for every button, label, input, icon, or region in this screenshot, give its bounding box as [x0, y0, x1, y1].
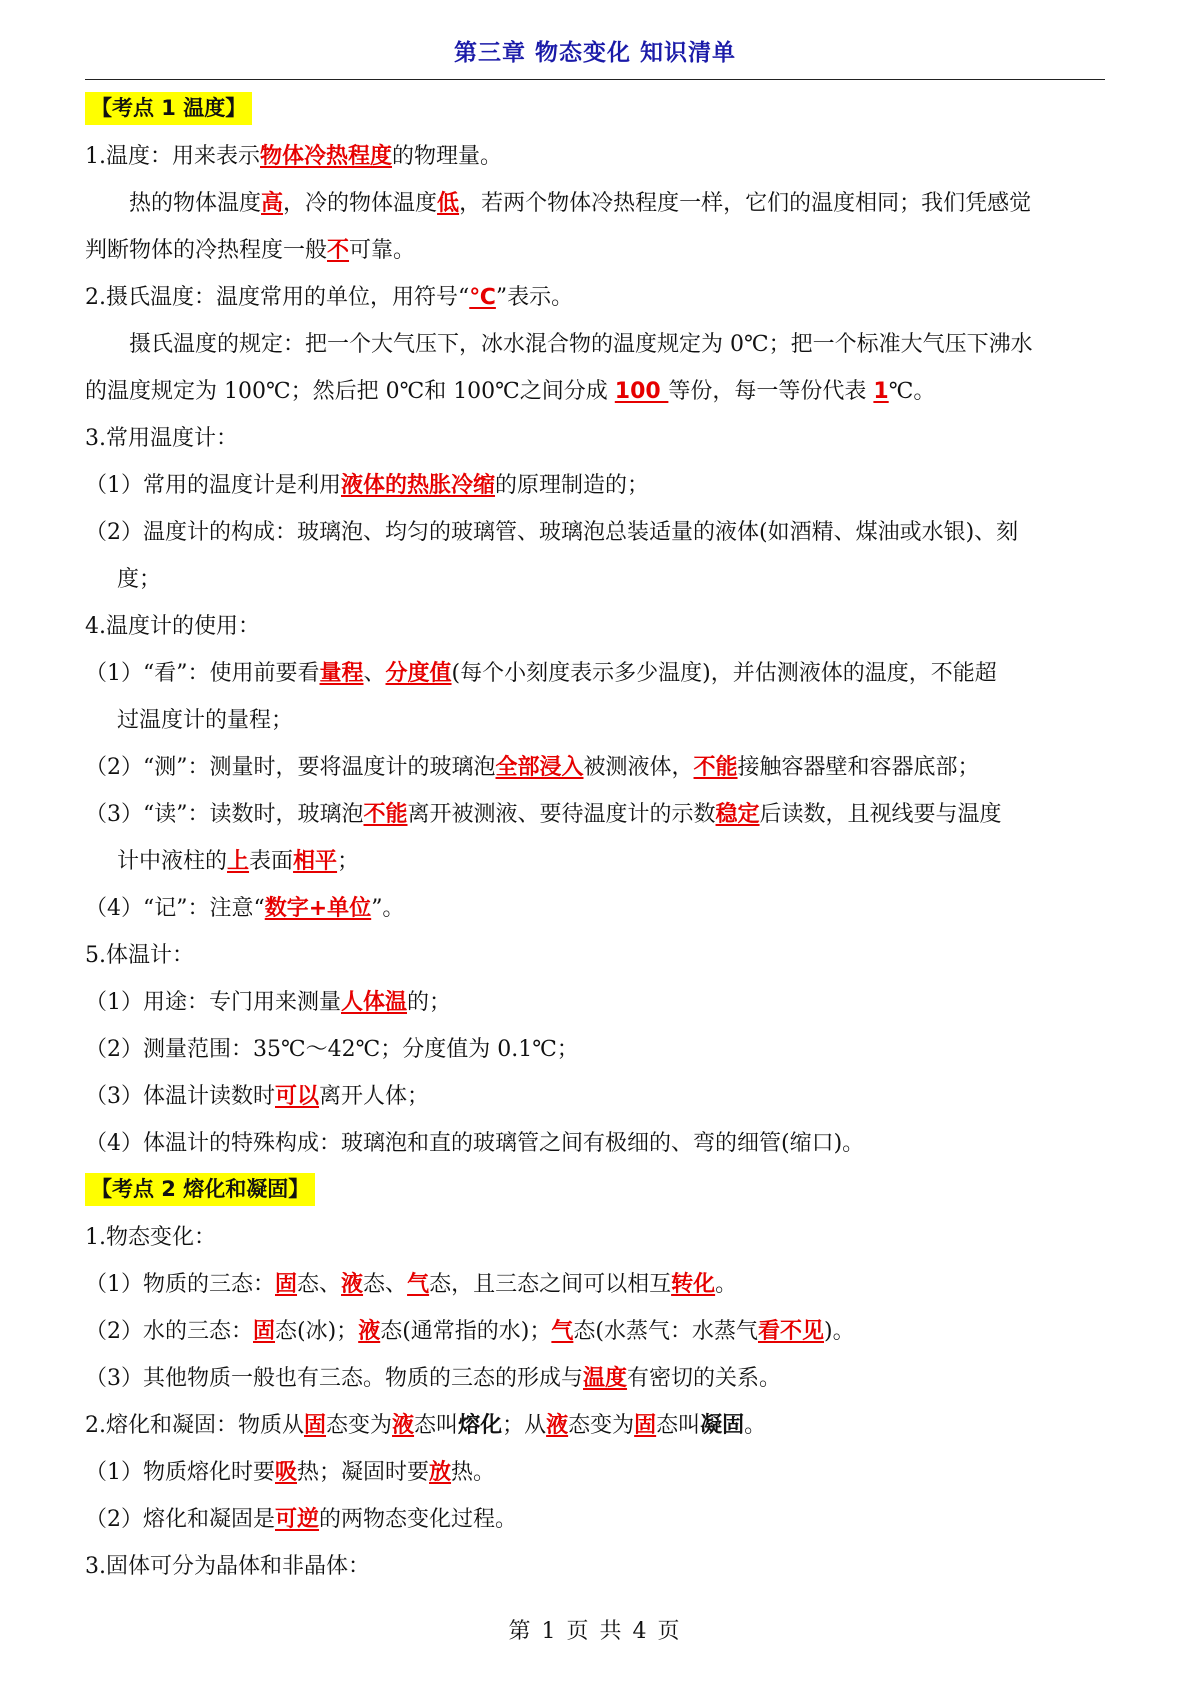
text-line — [85, 1496, 1107, 1543]
text-line — [85, 697, 1107, 744]
text-run: 等份，每一等份代表 — [668, 379, 874, 404]
page-title: 第三章 物态变化 知识清单 — [453, 40, 736, 66]
text-run: 计中液柱的 — [117, 849, 228, 874]
section-heading-row — [85, 86, 1107, 133]
text-run: 2.熔化和凝固：物质从 — [85, 1413, 304, 1438]
text-run: （1）物质的三态： — [85, 1272, 275, 1297]
text-line — [85, 462, 1107, 509]
text-line — [85, 1449, 1107, 1496]
text-line — [85, 979, 1107, 1026]
answer-keyword: 固 — [275, 1272, 298, 1297]
answer-keyword: 气 — [407, 1272, 430, 1297]
text-run: 的物理量。 — [392, 144, 503, 169]
text-run: 离开被测液、要待温度计的示数 — [407, 802, 716, 827]
text-line — [85, 1120, 1107, 1167]
bold-term: 熔化 — [458, 1413, 503, 1438]
answer-keyword: 液 — [392, 1413, 415, 1438]
text-run: 态变为 — [326, 1413, 393, 1438]
text-run: （2）水的三态： — [85, 1319, 253, 1344]
text-run: 态叫 — [414, 1413, 459, 1438]
text-run: 5.体温计： — [85, 943, 194, 968]
text-run: （1）常用的温度计是利用 — [85, 473, 341, 498]
text-line — [85, 1308, 1107, 1355]
text-run: 可靠。 — [349, 238, 416, 263]
page-number: 第 1 页 共 4 页 — [508, 1619, 682, 1644]
text-run: 热的物体温度 — [129, 191, 262, 216]
text-run: 2.摄氏温度：温度常用的单位，用符号“ — [85, 285, 470, 310]
text-run: (每个小刻度表示多少温度)，并估测液体的温度，不能超 — [451, 661, 997, 686]
text-run: 态变为 — [568, 1413, 635, 1438]
answer-keyword: 上 — [227, 849, 250, 874]
text-run: （3）“读”：读数时，玻璃泡 — [85, 802, 364, 827]
text-line — [85, 603, 1107, 650]
text-run: 态、 — [363, 1272, 408, 1297]
answer-keyword: 全部浸入 — [495, 755, 584, 780]
text-run: 。 — [744, 1413, 767, 1438]
text-line — [85, 556, 1107, 603]
text-line — [85, 321, 1107, 368]
text-run: )。 — [824, 1319, 855, 1344]
text-run: 4.温度计的使用： — [85, 614, 260, 639]
text-run: 过温度计的量程； — [117, 708, 294, 733]
section-heading: 【考点 1 温度】 — [85, 92, 252, 125]
answer-keyword: 固 — [304, 1413, 327, 1438]
answer-keyword: 液 — [546, 1413, 569, 1438]
text-run: ，若两个物体冷热程度一样，它们的温度相同；我们凭感觉 — [459, 191, 1032, 216]
answer-keyword: 低 — [437, 191, 460, 216]
text-run: ”表示。 — [495, 285, 574, 310]
text-line — [85, 885, 1107, 932]
answer-keyword: 液 — [358, 1319, 381, 1344]
text-run: 度； — [117, 567, 162, 592]
answer-keyword: 100 — [614, 379, 669, 404]
answer-keyword: 液体的热胀冷缩 — [341, 473, 496, 498]
section-heading-row — [85, 1167, 1107, 1214]
text-line — [85, 509, 1107, 556]
answer-keyword: 固 — [634, 1413, 657, 1438]
text-run: （1）“看”：使用前要看 — [85, 661, 320, 686]
text-run: 态叫 — [656, 1413, 701, 1438]
text-line — [85, 227, 1107, 274]
text-run: 态，且三态之间可以相互 — [429, 1272, 672, 1297]
text-line — [85, 368, 1107, 415]
answer-keyword: ℃ — [469, 285, 496, 310]
document-body — [85, 86, 1107, 1590]
text-line — [85, 1543, 1107, 1590]
bold-term: 凝固 — [700, 1413, 745, 1438]
text-run: 摄氏温度的规定：把一个大气压下，冰水混合物的温度规定为 0℃；把一个标准大气压下沸水 — [129, 332, 1033, 357]
text-run: 态(冰)； — [275, 1319, 359, 1344]
text-run: 的两物态变化过程。 — [319, 1507, 518, 1532]
text-run: 态、 — [297, 1272, 342, 1297]
text-line — [85, 1214, 1107, 1261]
text-line — [85, 180, 1107, 227]
text-run: 。 — [715, 1272, 738, 1297]
text-run: 有密切的关系。 — [627, 1366, 782, 1391]
text-line — [85, 415, 1107, 462]
text-line — [85, 791, 1107, 838]
text-run: （3）体温计读数时 — [85, 1084, 275, 1109]
answer-keyword: 固 — [253, 1319, 276, 1344]
text-run: （4）体温计的特殊构成：玻璃泡和直的玻璃管之间有极细的、弯的细管(缩口)。 — [85, 1131, 865, 1156]
answer-keyword: 不 — [327, 238, 350, 263]
text-line — [85, 1026, 1107, 1073]
answer-keyword: 人体温 — [341, 990, 408, 1015]
text-run: （3）其他物质一般也有三态。物质的三态的形成与 — [85, 1366, 583, 1391]
text-line — [85, 1402, 1107, 1449]
text-line — [85, 932, 1107, 979]
text-line — [85, 274, 1107, 321]
text-run: 后读数，且视线要与温度 — [759, 802, 1002, 827]
answer-keyword: 液 — [341, 1272, 364, 1297]
text-run: 1.温度：用来表示 — [85, 144, 260, 169]
text-run: ； — [337, 849, 360, 874]
text-run: ；从 — [502, 1413, 547, 1438]
answer-keyword: 相平 — [293, 849, 338, 874]
text-run: （2）温度计的构成：玻璃泡、均匀的玻璃管、玻璃泡总装适量的液体(如酒精、煤油或水银)、刻 — [85, 520, 1019, 545]
answer-keyword: 不能 — [363, 802, 408, 827]
section-heading: 【考点 2 熔化和凝固】 — [85, 1173, 315, 1206]
text-line — [85, 1073, 1107, 1120]
answer-keyword: 1 — [873, 379, 889, 404]
header-divider — [85, 79, 1105, 80]
text-run: 3.固体可分为晶体和非晶体： — [85, 1554, 370, 1579]
text-run: 态(水蒸气：水蒸气 — [573, 1319, 758, 1344]
text-run: （4）“记”：注意“ — [85, 896, 265, 921]
text-run: 3.常用温度计： — [85, 426, 238, 451]
text-run: 表面 — [249, 849, 294, 874]
text-line — [85, 1261, 1107, 1308]
text-run: 热。 — [451, 1460, 496, 1485]
text-line — [85, 133, 1107, 180]
text-run: （2）测量范围：35℃～42℃；分度值为 0.1℃； — [85, 1037, 579, 1062]
text-run: ℃。 — [888, 379, 936, 404]
answer-keyword: 分度值 — [385, 661, 452, 686]
answer-keyword: 温度 — [583, 1366, 628, 1391]
answer-keyword: 数字+单位 — [264, 896, 372, 921]
text-run: （1）用途：专门用来测量 — [85, 990, 341, 1015]
answer-keyword: 稳定 — [715, 802, 760, 827]
answer-keyword: 气 — [551, 1319, 574, 1344]
text-run: 、 — [363, 661, 386, 686]
text-run: 的原理制造的； — [495, 473, 650, 498]
text-line — [85, 650, 1107, 697]
answer-keyword: 放 — [429, 1460, 452, 1485]
answer-keyword: 吸 — [275, 1460, 298, 1485]
text-run: 接触容器壁和容器底部； — [737, 755, 980, 780]
answer-keyword: 不能 — [693, 755, 738, 780]
text-run: 判断物体的冷热程度一般 — [85, 238, 328, 263]
text-line — [85, 1355, 1107, 1402]
answer-keyword: 可以 — [275, 1084, 320, 1109]
answer-keyword: 量程 — [319, 661, 364, 686]
text-run: （2）“测”：测量时，要将温度计的玻璃泡 — [85, 755, 496, 780]
text-run: 离开人体； — [319, 1084, 430, 1109]
text-run: 被测液体， — [583, 755, 694, 780]
text-run: 的； — [407, 990, 452, 1015]
answer-keyword: 看不见 — [757, 1319, 824, 1344]
text-line — [85, 838, 1107, 885]
text-run: （1）物质熔化时要 — [85, 1460, 275, 1485]
answer-keyword: 转化 — [671, 1272, 716, 1297]
text-run: ”。 — [371, 896, 405, 921]
text-run: 态(通常指的水)； — [380, 1319, 552, 1344]
text-line — [85, 744, 1107, 791]
text-run: 热；凝固时要 — [297, 1460, 430, 1485]
answer-keyword: 可逆 — [275, 1507, 320, 1532]
answer-keyword: 物体冷热程度 — [260, 144, 393, 169]
text-run: （2）熔化和凝固是 — [85, 1507, 275, 1532]
text-run: 1.物态变化： — [85, 1225, 216, 1250]
text-run: 的温度规定为 100℃；然后把 0℃和 100℃之间分成 — [85, 379, 615, 404]
answer-keyword: 高 — [261, 191, 284, 216]
text-run: ，冷的物体温度 — [283, 191, 438, 216]
